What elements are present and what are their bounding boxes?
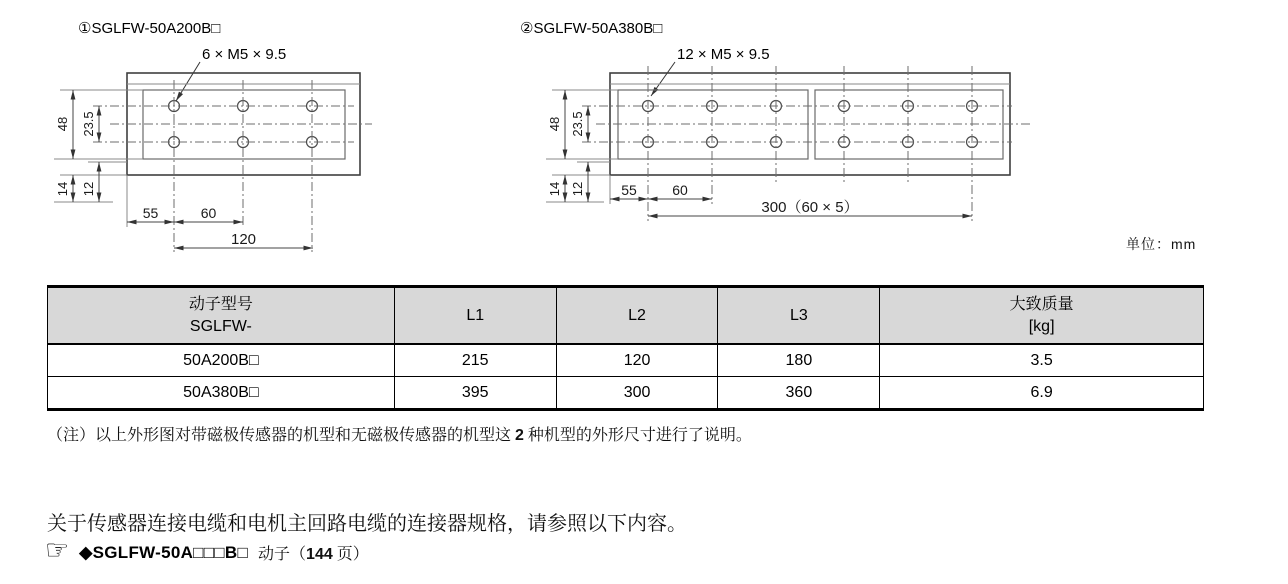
pointing-hand-icon: ☞ bbox=[45, 535, 70, 566]
dimension-label: 48 bbox=[55, 116, 70, 132]
dimension-label: 60 bbox=[672, 182, 688, 198]
note-text bbox=[47, 422, 752, 445]
reference-post: 页） bbox=[332, 546, 369, 563]
dimension-arrow bbox=[563, 175, 568, 185]
dimension-label: 300（60 × 5） bbox=[761, 199, 859, 216]
dimension-arrow bbox=[165, 220, 175, 225]
header-row bbox=[48, 287, 1204, 345]
dimension-arrow bbox=[563, 150, 568, 160]
dimension-arrow bbox=[97, 193, 102, 203]
dimension-arrow bbox=[586, 133, 591, 143]
dimension-arrow bbox=[963, 214, 973, 219]
dimension-arrow bbox=[97, 133, 102, 143]
dimension-label: 12 bbox=[81, 181, 96, 197]
dimension-label: 48 bbox=[547, 116, 562, 132]
dimension-arrow bbox=[71, 175, 76, 185]
reference-page-number: 144 bbox=[306, 546, 333, 563]
header-cell: 大致质量 [kg] bbox=[880, 287, 1204, 345]
dimension-arrow bbox=[639, 197, 649, 202]
dimension-label: 55 bbox=[142, 205, 159, 221]
dimension-arrow bbox=[97, 106, 102, 116]
reference-page bbox=[258, 541, 369, 564]
dimension-label: 120 bbox=[230, 231, 257, 248]
dimension-drawings bbox=[0, 0, 1288, 280]
header-cell: 动子型号 SGLFW- bbox=[48, 287, 395, 345]
hole-callout-label: 12 × M5 × 9.5 bbox=[677, 46, 770, 63]
dimension-arrow bbox=[586, 162, 591, 172]
motor-drawing-2 bbox=[520, 20, 1030, 221]
table-row bbox=[48, 377, 1204, 410]
footer-reference bbox=[45, 535, 369, 566]
table-cell: 300 bbox=[556, 377, 718, 410]
dimension-label: 14 bbox=[55, 181, 70, 197]
dimension-label: 60 bbox=[200, 205, 217, 221]
table-cell: 215 bbox=[394, 344, 556, 377]
footer-paragraph: 关于传感器连接电缆和电机主回路电缆的连接器规格，请参照以下内容。 bbox=[47, 513, 687, 535]
dimension-arrow bbox=[71, 193, 76, 203]
drawing-title: ①SGLFW-50A200B□ bbox=[78, 20, 221, 37]
dimension-arrow bbox=[71, 90, 76, 100]
spec-table-head bbox=[48, 287, 1204, 345]
dimension-label: 14 bbox=[547, 181, 562, 197]
table-cell: 180 bbox=[718, 344, 880, 377]
header-cell: L2 bbox=[556, 287, 718, 345]
spec-table bbox=[47, 285, 1204, 411]
dimension-arrow bbox=[174, 246, 184, 251]
unit-label: 单位：mm bbox=[1126, 236, 1197, 252]
note-pre: （注）以上外形图对带磁极传感器的机型和无磁极传感器的机型这 bbox=[47, 427, 516, 444]
reference-pre: 动子（ bbox=[258, 546, 307, 563]
dimension-label: 12 bbox=[570, 181, 585, 197]
dimension-arrow bbox=[97, 162, 102, 172]
hole-callout-label: 6 × M5 × 9.5 bbox=[202, 46, 287, 63]
table-cell: 50A200B□ bbox=[48, 344, 395, 377]
table-row bbox=[48, 344, 1204, 377]
dimension-arrow bbox=[176, 92, 183, 101]
note-post: 种机型的外形尺寸进行了说明。 bbox=[523, 427, 752, 444]
drawing-title: ②SGLFW-50A380B□ bbox=[520, 20, 663, 37]
table-cell: 50A380B□ bbox=[48, 377, 395, 410]
note-number: 2 bbox=[515, 427, 524, 444]
dimension-arrow bbox=[174, 220, 184, 225]
reference-model: ◆SGLFW-50A□□□B□ bbox=[79, 542, 249, 562]
spec-table-body bbox=[48, 344, 1204, 410]
table-cell: 3.5 bbox=[880, 344, 1204, 377]
dimension-arrow bbox=[586, 193, 591, 203]
table-cell: 360 bbox=[718, 377, 880, 410]
table-cell: 6.9 bbox=[880, 377, 1204, 410]
dimension-arrow bbox=[703, 197, 713, 202]
dimension-label: 23.5 bbox=[570, 111, 585, 137]
dimension-arrow bbox=[586, 106, 591, 116]
dimension-arrow bbox=[234, 220, 244, 225]
header-cell: L1 bbox=[394, 287, 556, 345]
dimension-arrow bbox=[127, 220, 137, 225]
header-cell: L3 bbox=[718, 287, 880, 345]
motor-drawing-1 bbox=[54, 20, 372, 252]
dimension-arrow bbox=[648, 197, 658, 202]
dimension-arrow bbox=[651, 87, 658, 96]
table-cell: 395 bbox=[394, 377, 556, 410]
dimension-label: 55 bbox=[621, 182, 637, 198]
dimension-arrow bbox=[563, 90, 568, 100]
dimension-arrow bbox=[71, 150, 76, 160]
dimension-arrow bbox=[610, 197, 620, 202]
dimension-label: 23.5 bbox=[81, 111, 96, 137]
table-cell: 120 bbox=[556, 344, 718, 377]
dimension-arrow bbox=[563, 193, 568, 203]
dimension-arrow bbox=[648, 214, 658, 219]
